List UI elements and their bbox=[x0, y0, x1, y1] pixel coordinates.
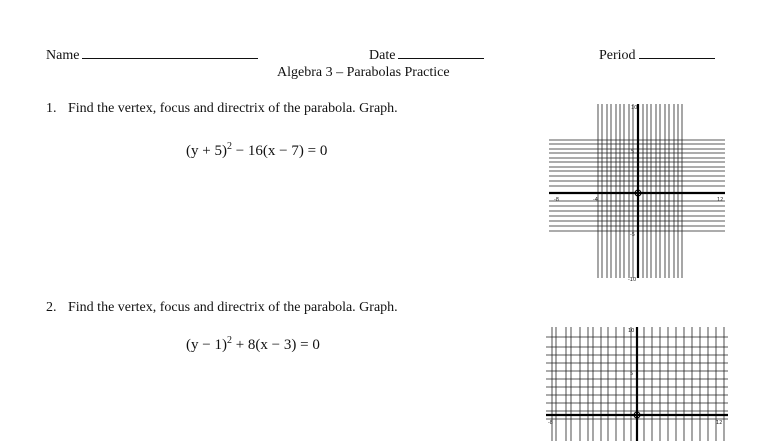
problem-1-number: 1. bbox=[46, 101, 57, 116]
problem-1-equation bbox=[186, 141, 327, 160]
period-field[interactable] bbox=[599, 46, 715, 64]
date-blank[interactable] bbox=[398, 46, 484, 59]
problem-1-eq-left: (y + 5) bbox=[186, 143, 227, 159]
problem-2-eq-left: (y − 1) bbox=[186, 337, 227, 353]
name-field[interactable] bbox=[46, 46, 258, 64]
problem-1-tick-x-left: -8 bbox=[554, 197, 559, 203]
problem-1-tick-y-top: 10 bbox=[631, 105, 638, 111]
problem-2-instruction: Find the vertex, focus and directrix of the parabola. Graph. bbox=[68, 300, 398, 315]
page-title: Algebra 3 – Parabolas Practice bbox=[277, 65, 450, 80]
problem-1-tick-x-mid-left: -4 bbox=[593, 197, 598, 203]
date-label: Date bbox=[369, 48, 396, 63]
name-blank[interactable] bbox=[82, 46, 258, 59]
problem-2-eq-exponent: 2 bbox=[226, 335, 232, 346]
problem-2-prompt bbox=[46, 300, 398, 316]
problem-1-instruction: Find the vertex, focus and directrix of the parabola. Graph. bbox=[68, 101, 398, 116]
problem-1-tick-y-mid-bottom: -5 bbox=[630, 232, 635, 238]
problem-1-prompt bbox=[46, 101, 398, 117]
problem-1-eq-right: − 16(x − 7) = 0 bbox=[231, 143, 328, 159]
problem-2-tick-x-right: 12 bbox=[716, 420, 723, 426]
problem-2-tick-y-top: 10 bbox=[628, 328, 635, 334]
problem-2-graph-grid[interactable] bbox=[546, 325, 731, 441]
period-blank[interactable] bbox=[639, 46, 715, 59]
problem-1-tick-x-right: 12 bbox=[717, 197, 724, 203]
problem-2-equation bbox=[186, 335, 320, 354]
period-label: Period bbox=[599, 48, 636, 63]
problem-2-tick-x-left: -8 bbox=[548, 420, 553, 426]
problem-1-tick-y-bottom: -10 bbox=[628, 277, 637, 282]
name-label: Name bbox=[46, 48, 80, 63]
problem-2-tick-y-mid-top: 5 bbox=[630, 371, 634, 377]
problem-2-eq-right: + 8(x − 3) = 0 bbox=[231, 337, 320, 353]
problem-1-graph-grid[interactable] bbox=[547, 102, 727, 282]
date-field[interactable] bbox=[369, 46, 484, 64]
problem-1-eq-exponent: 2 bbox=[226, 141, 232, 152]
problem-2-number: 2. bbox=[46, 300, 57, 315]
problem-1-tick-y-mid-top: 5 bbox=[631, 149, 635, 155]
